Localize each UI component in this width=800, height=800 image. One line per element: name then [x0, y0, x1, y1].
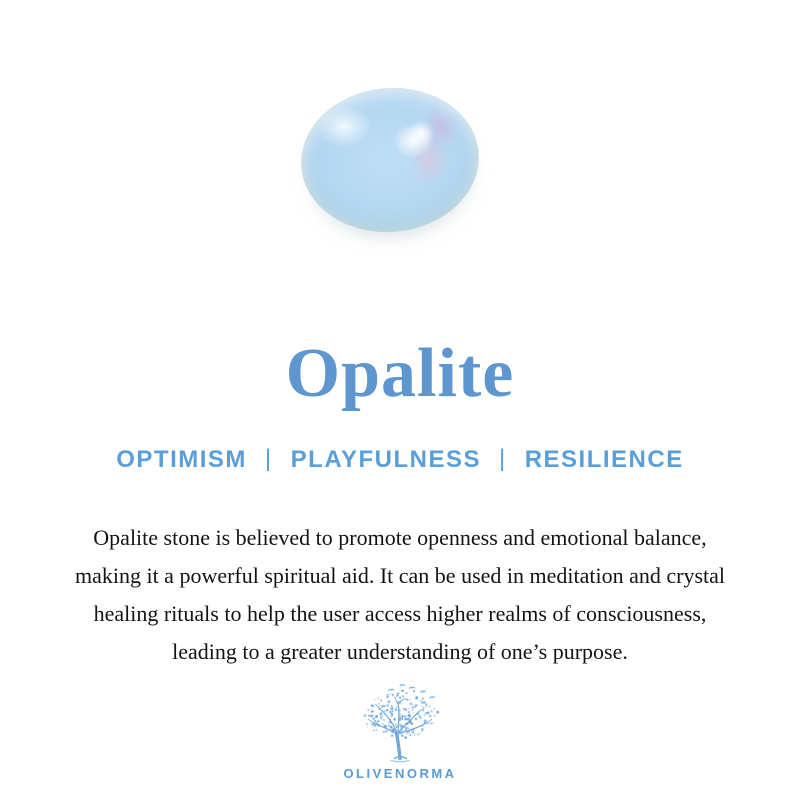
- description-line: healing rituals to help the user access higher realms of consciousness,: [93, 601, 707, 626]
- olive-tree-logo-icon: [352, 682, 448, 766]
- page-title: Opalite: [285, 335, 515, 412]
- trait-separator: |: [498, 445, 507, 472]
- description-line: making it a powerful spiritual aid. It can be used in meditation and crystal: [74, 563, 726, 588]
- brand-name: OLIVENORMA: [343, 766, 457, 781]
- trait-optimism: OPTIMISM: [116, 446, 247, 473]
- description-line: Opalite stone is believed to promote openness and emotional balance,: [93, 525, 707, 550]
- trait-separator: |: [264, 445, 273, 472]
- opalite-stone-image: [295, 81, 485, 240]
- trait-resilience: RESILIENCE: [524, 446, 684, 473]
- traits-row: [0, 446, 800, 474]
- birds-icon: [389, 685, 435, 698]
- description-line: leading to a greater understanding of one’s purpose.: [172, 639, 628, 664]
- trait-playfulness: PLAYFULNESS: [290, 446, 481, 473]
- description-paragraph: [0, 519, 800, 671]
